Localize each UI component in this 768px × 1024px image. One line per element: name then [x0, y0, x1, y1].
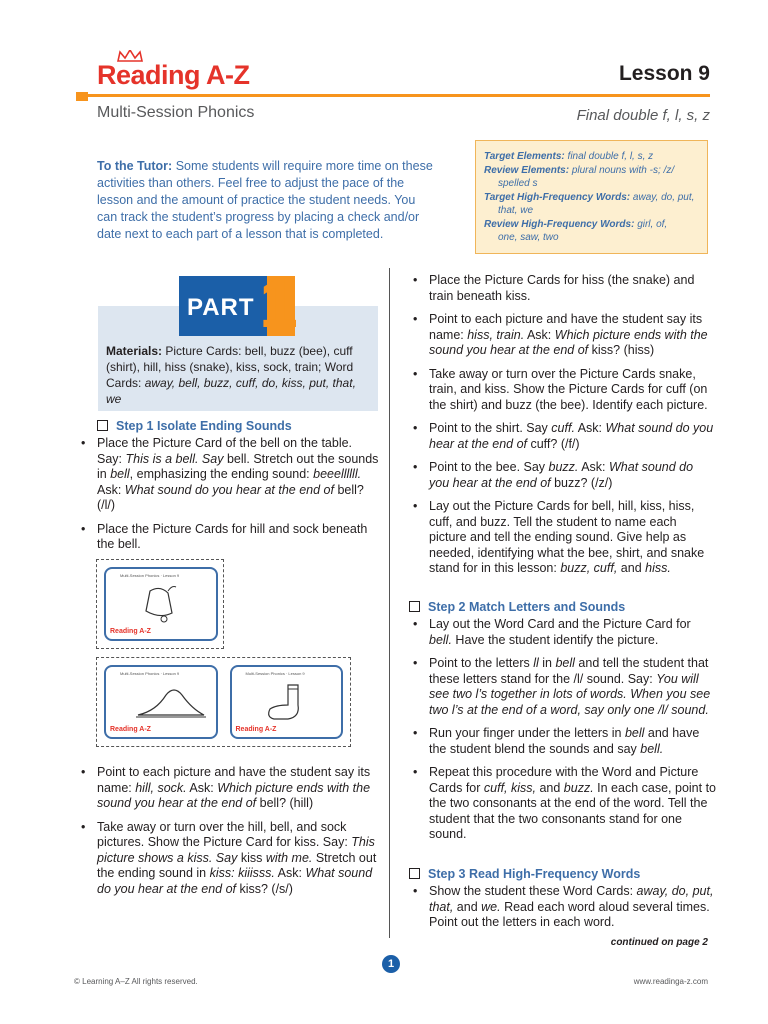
picture-card-sock — [230, 665, 344, 739]
reading-az-logo — [97, 50, 250, 90]
step-1-list-c — [410, 273, 716, 585]
list-item: • Point to the bee. Say buzz. Ask: What sound do you hear at the end of buzz? (/z/) — [410, 460, 716, 491]
column-divider — [389, 268, 390, 938]
part-banner — [98, 264, 378, 411]
list-item: • Point to the letters ll in bell and tell the student that these letters stand for the /l/ sound. Say: You will see two l’s together in lots of words. When you see two l’s at the end of a word, say only one /l/ sound. — [410, 656, 716, 718]
review-hf-value-2: one, saw, two — [498, 232, 559, 243]
step-3-title: Step 3 Read High-Frequency Words — [428, 867, 641, 881]
step-1-list-a — [78, 436, 380, 561]
list-item: • Lay out the Word Card and the Picture Card for bell. Have the student identify the picture. — [410, 617, 716, 648]
target-elements-label: Target Elements: — [484, 151, 565, 162]
step-2-checkbox[interactable] — [409, 601, 420, 612]
step-1-title: Step 1 Isolate Ending Sounds — [116, 419, 292, 433]
tutor-note — [97, 158, 437, 243]
list-item: • Point to each picture and have the student say its name: hiss, train. Ask: Which picture ends with the sound you hear at the end of kiss? (hiss) — [410, 312, 716, 359]
review-hf-value: girl, of, — [637, 219, 668, 230]
card-caption: Multi-Session Phonics · Lesson 9 — [245, 671, 305, 676]
list-item: • Lay out the Picture Cards for bell, hill, kiss, hiss, cuff, and buzz. Tell the student to name each picture and tell the ending sound. Give help as needed, identifying what the bee, shirt, and snake stand for in this lesson: buzz, cuff, and hiss. — [410, 499, 716, 577]
step-2-list — [410, 617, 716, 851]
materials-words: away, bell, buzz, cuff, do, kiss, put, that, we — [106, 376, 356, 406]
continued-note: continued on page 2 — [610, 937, 708, 948]
lesson-skill: Final double f, l, s, z — [576, 107, 710, 124]
copyright: © Learning A–Z All rights reserved. — [74, 977, 198, 986]
bell-icon — [136, 583, 186, 627]
website-link[interactable]: www.readinga-z.com — [633, 977, 708, 986]
list-item: • Place the Picture Cards for hill and sock beneath the bell. — [78, 522, 380, 553]
part-number: 1 — [259, 264, 298, 342]
review-hf-label: Review High-Frequency Words: — [484, 219, 635, 230]
list-item: • Point to each picture and have the student say its name: hill, sock. Ask: Which picture ends with the sound you hear at the end of bell? (hill) — [78, 765, 380, 812]
sock-icon — [262, 681, 312, 725]
card-logo: Reading A-Z — [110, 628, 151, 635]
target-elements-value: final double f, l, s, z — [567, 151, 654, 162]
lesson-number: Lesson 9 — [618, 62, 710, 85]
materials-label: Materials: — [106, 344, 163, 358]
list-item: • Place the Picture Cards for hiss (the snake) and train beneath kiss. — [410, 273, 716, 304]
card-logo: Reading A-Z — [235, 726, 277, 733]
list-item: • Run your finger under the letters in bell and have the student blend the sounds and say bell. — [410, 726, 716, 757]
list-item: • Place the Picture Card of the bell on the table. Say: This is a bell. Say bell. Stretch out the sounds in bell, emphasizing the ending sound: beeellllll. Ask: What sound do you hear at the end of bell? (/l/) — [78, 436, 380, 514]
card-logo: Reading A-Z — [110, 726, 151, 733]
target-hf-value: away, do, put, — [632, 192, 695, 203]
hill-icon — [136, 681, 206, 721]
materials-text: Picture Cards: bell, buzz (bee), cuff (shirt), hill, hiss (snake), kiss, sock, train; Word Cards: — [106, 344, 354, 390]
review-elements-label: Review Elements: — [484, 165, 570, 176]
list-item: • Take away or turn over the hill, bell, and sock pictures. Show the Picture Card for kiss. Say: This picture shows a kiss. Say kiss with me. Stretch out the ending sound in kiss: kiiisss. Ask: What sound do you hear at the end of kiss? (/s/) — [78, 820, 380, 898]
tutor-label: To the Tutor: — [97, 159, 173, 173]
picture-card-bell — [104, 567, 218, 641]
brand-name: Reading A-Z — [97, 60, 250, 90]
review-elements-value: plural nouns with -s; /z/ — [571, 165, 675, 176]
lesson-elements-box — [475, 140, 708, 254]
page-number: 1 — [382, 955, 400, 973]
card-caption: Multi-Session Phonics · Lesson 9 — [120, 671, 180, 676]
target-hf-label: Target High-Frequency Words: — [484, 192, 631, 203]
picture-card-hill — [104, 665, 218, 739]
step-3-checkbox[interactable] — [409, 868, 420, 879]
step-3-list — [410, 884, 716, 939]
step-3-heading — [409, 867, 640, 881]
tutor-text: Some students will require more time on these activities than others. Feel free to adjust the pace of the lesson and the amount of practice the student needs. You can track the student’s progress by placing a check and/or date next to each part of a lesson that is completed. — [97, 159, 433, 241]
program-title: Multi-Session Phonics — [97, 104, 255, 121]
part-label: PART — [187, 294, 255, 321]
step-2-title: Step 2 Match Letters and Sounds — [428, 600, 626, 614]
picture-card-group-2 — [96, 657, 351, 747]
step-1-heading — [97, 419, 292, 433]
review-elements-value-2: spelled s — [498, 178, 538, 189]
step-2-heading — [409, 600, 625, 614]
header-rule-tab — [76, 92, 88, 101]
list-item: • Point to the shirt. Say cuff. Ask: What sound do you hear at the end of cuff? (/f/) — [410, 421, 716, 452]
picture-card-group-1 — [96, 559, 224, 649]
list-item: • Repeat this procedure with the Word and Picture Cards for cuff, kiss, and buzz. In each case, point to the two consonants at the end of the word. Tell the student that the two consonants stand for one sound. — [410, 765, 716, 843]
card-caption: Multi-Session Phonics · Lesson 9 — [120, 573, 180, 578]
step-1-list-b — [78, 765, 380, 905]
target-hf-value-2: that, we — [498, 205, 534, 216]
list-item: • Take away or turn over the Picture Cards snake, train, and kiss. Show the Picture Cards for cuff (on the shirt) and buzz (the bee). Identify each picture. — [410, 367, 716, 414]
list-item: • Show the student these Word Cards: away, do, put, that, and we. Read each word aloud several times. Point out the letters in each word. — [410, 884, 716, 931]
header-rule — [88, 94, 710, 97]
step-1-checkbox[interactable] — [97, 420, 108, 431]
